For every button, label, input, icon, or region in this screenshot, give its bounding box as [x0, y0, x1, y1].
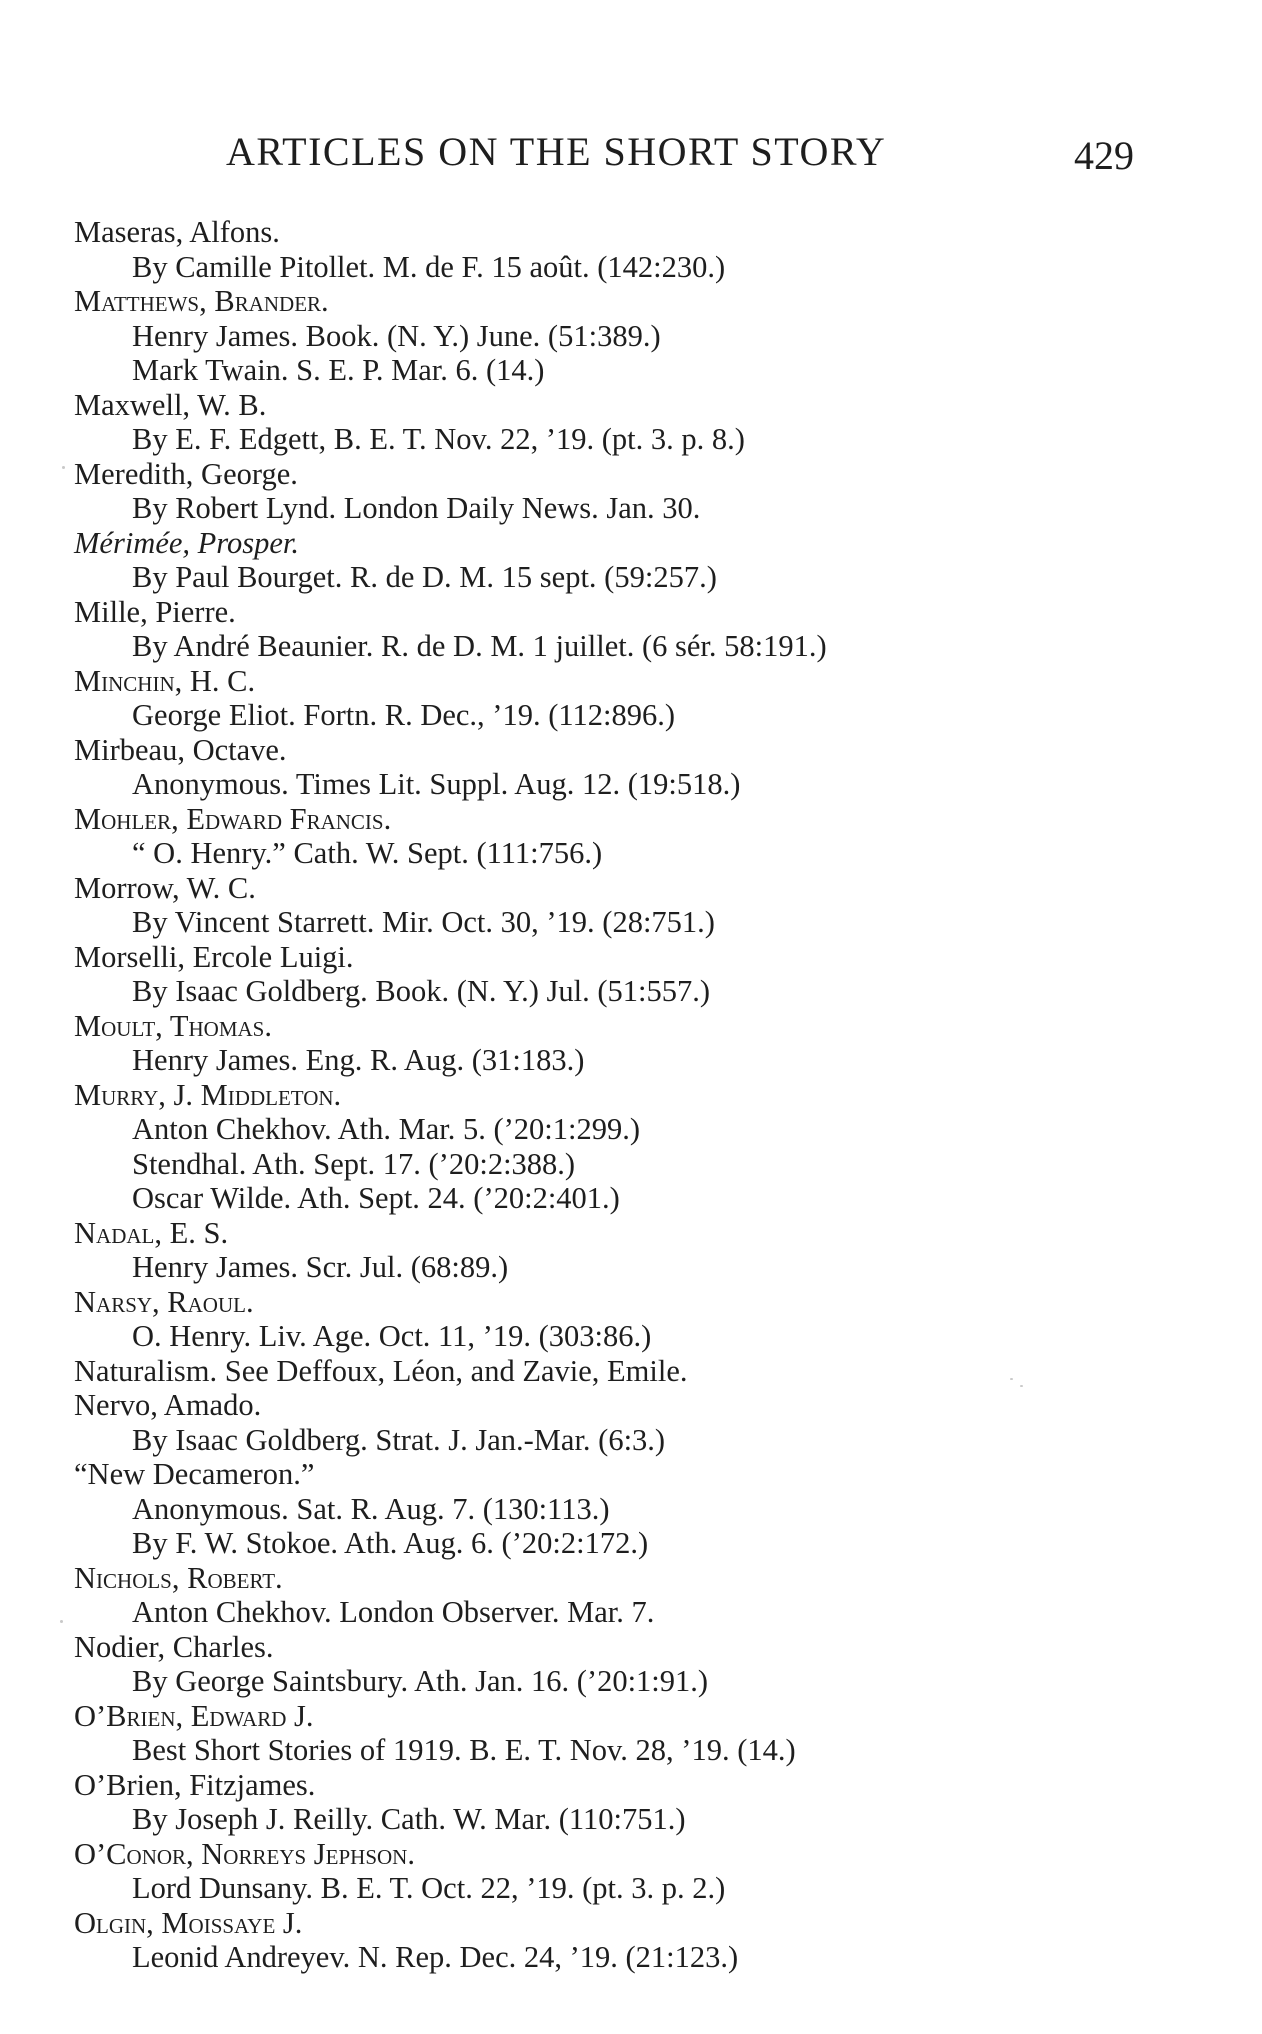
bibliography-entry: [74, 1216, 1174, 1285]
bibliography-entry: [74, 802, 1174, 871]
bibliography-entry: [74, 1354, 1174, 1389]
entry-heading: O’Brien, Fitzjames.: [74, 1767, 316, 1802]
bibliography-entry: [74, 733, 1174, 802]
entry-citation: By Isaac Goldberg. Book. (N. Y.) Jul. (51:557.): [132, 974, 711, 1008]
scan-speck: [60, 1620, 63, 1623]
entry-heading: Mille, Pierre.: [74, 594, 236, 629]
bibliography-entry: [74, 1561, 1174, 1630]
scan-speck: [1020, 1385, 1023, 1387]
entry-citation: By Joseph J. Reilly. Cath. W. Mar. (110:751.): [132, 1802, 686, 1836]
entry-heading: Naturalism. See Deffoux, Léon, and Zavie, Emile.: [74, 1353, 688, 1388]
bibliography-entry: [74, 388, 1174, 457]
entry-citation: Henry James. Scr. Jul. (68:89.): [132, 1250, 509, 1284]
entry-heading: Matthews, Brander.: [74, 284, 329, 318]
bibliography-entry: [74, 1837, 1174, 1906]
entry-citation: Anton Chekhov. London Observer. Mar. 7.: [132, 1595, 655, 1629]
bibliography-entry: [74, 284, 1174, 388]
bibliography-entry: [74, 1699, 1174, 1768]
entry-heading: Morselli, Ercole Luigi.: [74, 939, 354, 974]
entry-citation: By Camille Pitollet. M. de F. 15 août. (142:230.): [132, 249, 726, 284]
bibliography-entry: [74, 1388, 1174, 1457]
entry-heading: “New Decameron.”: [74, 1457, 315, 1491]
bibliography-entry: [74, 1906, 1174, 1975]
entry-citation: By Vincent Starrett. Mir. Oct. 30, ’19. (28:751.): [132, 905, 715, 939]
entry-citation: O. Henry. Liv. Age. Oct. 11, ’19. (303:86.): [132, 1319, 652, 1353]
entry-citation: By Paul Bourget. R. de D. M. 15 sept. (59:257.): [132, 560, 717, 594]
entry-citation: Henry James. Book. (N. Y.) June. (51:389.): [132, 318, 661, 353]
bibliography-entry: [74, 215, 1174, 284]
entry-heading: Nichols, Robert.: [74, 1560, 283, 1595]
bibliography-entry: [74, 1630, 1174, 1699]
entry-heading: Moult, Thomas.: [74, 1008, 272, 1043]
entry-heading: Maseras, Alfons.: [74, 215, 280, 249]
bibliography-entry: [74, 664, 1174, 733]
bibliography-entries: [74, 215, 1174, 1975]
entry-heading: Mirbeau, Octave.: [74, 732, 287, 767]
entry-heading: Morrow, W. C.: [74, 870, 256, 905]
entry-citation: By Robert Lynd. London Daily News. Jan. 30.: [132, 491, 701, 525]
bibliography-entry: [74, 1078, 1174, 1216]
entry-heading: Narsy, Raoul.: [74, 1284, 254, 1319]
entry-citation: Mark Twain. S. E. P. Mar. 6. (14.): [132, 353, 545, 387]
entry-citation: Anton Chekhov. Ath. Mar. 5. (’20:1:299.): [132, 1112, 641, 1146]
bibliography-entry: [74, 1457, 1174, 1561]
entry-citation: Henry James. Eng. R. Aug. (31:183.): [132, 1043, 585, 1077]
entry-heading: Minchin, H. C.: [74, 663, 256, 698]
bibliography-entry: [74, 940, 1174, 1009]
entry-citation: By André Beaunier. R. de D. M. 1 juillet. (6 sér. 58:191.): [132, 629, 827, 663]
bibliography-entry: [74, 871, 1174, 940]
entry-citation: By Isaac Goldberg. Strat. J. Jan.-Mar. (6:3.): [132, 1422, 666, 1457]
entry-heading: Nervo, Amado.: [74, 1388, 262, 1422]
scan-speck: [62, 466, 65, 469]
running-title: ARTICLES ON THE SHORT STORY: [226, 129, 887, 174]
bibliography-entry: [74, 1285, 1174, 1354]
entry-citation: Anonymous. Times Lit. Suppl. Aug. 12. (19:518.): [132, 767, 741, 801]
entry-citation: Oscar Wilde. Ath. Sept. 24. (’20:2:401.): [132, 1181, 620, 1215]
scan-speck: [1010, 1378, 1013, 1380]
entry-heading: Olgin, Moissaye J.: [74, 1905, 303, 1940]
entry-citation: “ O. Henry.” Cath. W. Sept. (111:756.): [132, 836, 603, 870]
entry-citation: George Eliot. Fortn. R. Dec., ’19. (112:896.): [132, 698, 675, 732]
entry-citation: Anonymous. Sat. R. Aug. 7. (130:113.): [132, 1491, 610, 1526]
entry-heading: O’Brien, Edward J.: [74, 1698, 314, 1733]
entry-citation: By George Saintsbury. Ath. Jan. 16. (’20:1:91.): [132, 1664, 709, 1698]
entry-heading: Mérimée, Prosper.: [74, 525, 300, 560]
bibliography-entry: [74, 457, 1174, 526]
entry-citation: Stendhal. Ath. Sept. 17. (’20:2:388.): [132, 1146, 576, 1181]
entry-heading: Nadal, E. S.: [74, 1215, 229, 1250]
bibliography-entry: [74, 1768, 1174, 1837]
entry-citation: By E. F. Edgett, B. E. T. Nov. 22, ’19. (pt. 3. p. 8.): [132, 422, 745, 456]
bibliography-entry: [74, 1009, 1174, 1078]
bibliography-entry: [74, 526, 1174, 595]
entry-heading: Maxwell, W. B.: [74, 387, 267, 422]
entry-heading: Murry, J. Middleton.: [74, 1077, 342, 1112]
page-header: [226, 128, 1134, 188]
entry-citation: Lord Dunsany. B. E. T. Oct. 22, ’19. (pt. 3. p. 2.): [132, 1871, 726, 1905]
entry-citation: By F. W. Stokoe. Ath. Aug. 6. (’20:2:172.): [132, 1526, 649, 1560]
entry-heading: Mohler, Edward Francis.: [74, 801, 392, 836]
bibliography-entry: [74, 595, 1174, 664]
entry-citation: Best Short Stories of 1919. B. E. T. Nov. 28, ’19. (14.): [132, 1733, 796, 1767]
entry-heading: Meredith, George.: [74, 456, 298, 491]
entry-citation: Leonid Andreyev. N. Rep. Dec. 24, ’19. (21:123.): [132, 1940, 739, 1974]
page-number: 429: [1074, 133, 1134, 178]
entry-heading: O’Conor, Norreys Jephson.: [74, 1836, 415, 1871]
entry-heading: Nodier, Charles.: [74, 1629, 274, 1664]
